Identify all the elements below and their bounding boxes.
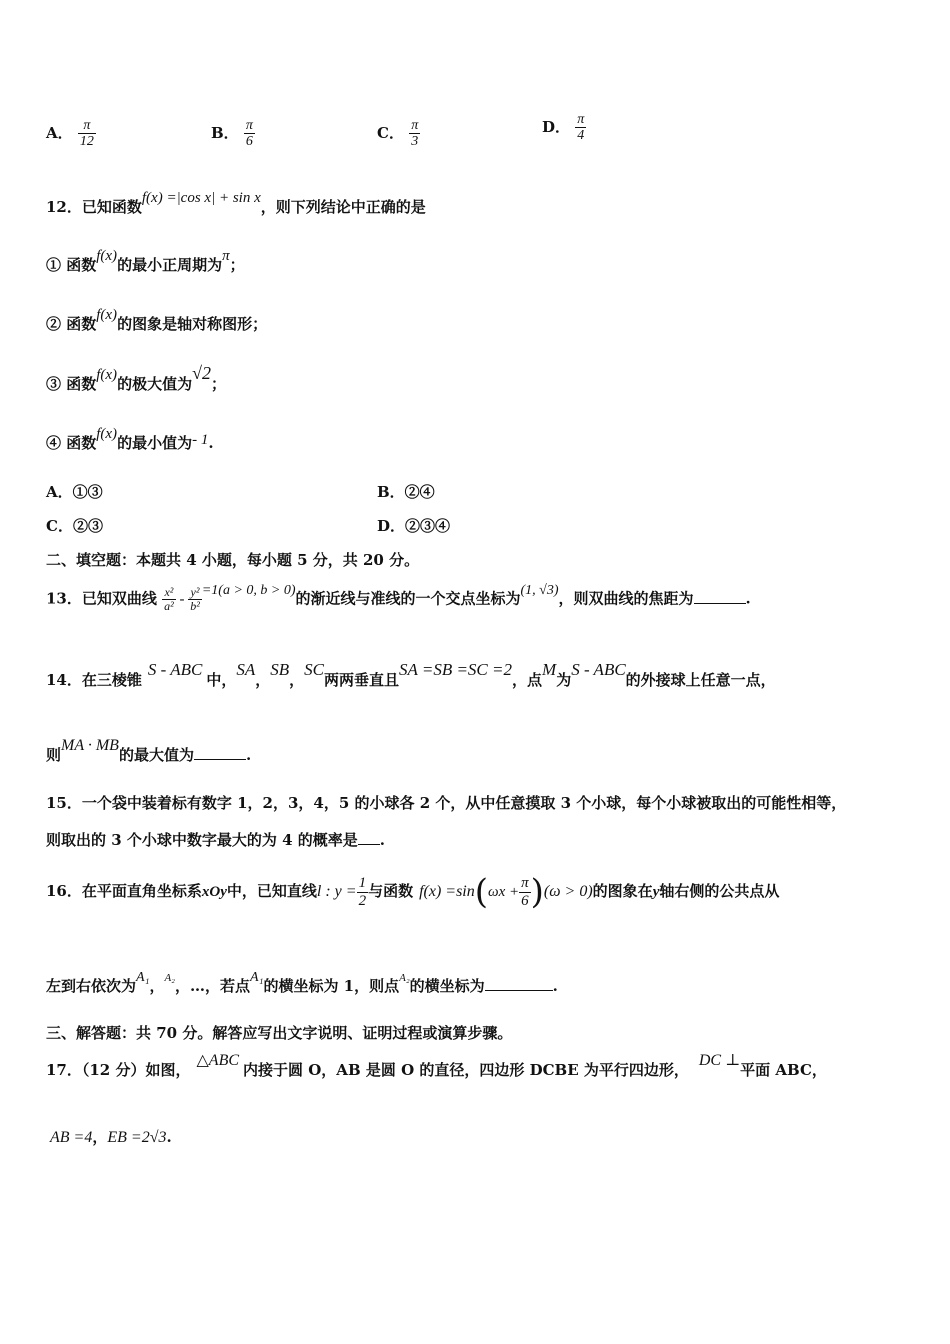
q12-option-d: D．②③④ — [377, 517, 451, 535]
statement-text: 的最小正周期为 — [117, 256, 223, 274]
statement-fx: f(x) — [96, 307, 118, 323]
statement-end: . — [208, 434, 214, 452]
statement-mark: ② 函数 — [46, 315, 97, 333]
q16-y: y — [652, 884, 660, 900]
q13-answer-blank[interactable] — [694, 589, 746, 604]
fraction-den: a² — [164, 599, 174, 614]
q16-text: 的横坐标为 1，则点 — [263, 977, 400, 995]
q16-text: ， — [149, 977, 165, 995]
option-fraction — [575, 112, 586, 144]
fraction-num: x² — [162, 586, 176, 600]
section-3-heading: 三、解答题：共 70 分。解答应写出文字说明、证明过程或演算步骤。 — [46, 1024, 513, 1042]
fraction-den: 12 — [79, 134, 94, 150]
q16-a1: A₁ — [136, 970, 150, 985]
q12-option-c: C．②③ — [46, 517, 103, 535]
q12-option-b: B．②④ — [377, 483, 435, 501]
q15-answer-blank[interactable] — [358, 830, 380, 845]
fraction-num: π — [521, 875, 529, 891]
q17-triangle: △ABC — [196, 1052, 240, 1069]
statement-fx: f(x) — [96, 426, 118, 442]
fraction-num: π — [411, 118, 419, 133]
q14-sc: SC — [304, 660, 325, 679]
option-letter: C． — [377, 123, 404, 142]
q16-text: 与函数 — [368, 882, 414, 900]
statement-end: ； — [210, 375, 226, 393]
fraction-num: π — [78, 118, 96, 134]
q14-dot-product: MA · MB — [61, 737, 119, 754]
q14-prefix: 14．在三棱锥 — [46, 671, 142, 689]
q16-stem: 16．在平面直角坐标系xOy中，已知直线l : y = $\frac{1}{2}$ 与函数 f(x) =sin(ωx + $\frac{\pi}{6}$ )(ω > 0)的图象在y轴右侧的公共点从 — [46, 872, 780, 912]
q13-mid: 的渐近线与准线的一个交点坐标为 — [295, 589, 521, 608]
q15-text: 则取出的 3 个小球中数字最大的为 4 的概率是 — [46, 831, 358, 849]
option-letter: B． — [211, 123, 239, 142]
q16-text: 的横坐标为 — [409, 977, 485, 995]
q14-end: . — [245, 746, 252, 764]
q16-text: 轴右侧的公共点从 — [659, 882, 780, 900]
q14-text: 中， — [206, 671, 237, 689]
fraction-num: 1 — [358, 875, 367, 891]
q17-ab: AB =4 — [50, 1129, 93, 1146]
q16-text: 中，已知直线 — [226, 882, 317, 900]
q12-statement-4 — [46, 426, 214, 453]
q14-equation: SA =SB =SC =2 — [399, 660, 512, 679]
q12-statement-3 — [46, 363, 226, 394]
statement-val: - 1 — [192, 432, 209, 448]
fraction-num: y² — [188, 586, 202, 600]
q16-pi-six — [519, 875, 531, 909]
option-letter: D． — [542, 117, 571, 136]
q14-text: 的外接球上任意一点， — [625, 671, 776, 689]
q15-end: . — [379, 831, 385, 849]
fraction-den: b² — [190, 599, 200, 614]
q14-text: ，点 — [512, 671, 543, 689]
q17-prefix: 17．（12 分）如图， — [46, 1061, 191, 1079]
q14-text: 为 — [556, 671, 572, 689]
option-fraction — [78, 118, 96, 150]
q12-statement-1 — [46, 248, 245, 275]
q11-option-d — [542, 112, 586, 144]
q14-comma: ， — [255, 671, 271, 689]
q16-end: . — [552, 977, 558, 995]
q14-sb: SB — [270, 660, 290, 679]
q13-prefix: 13．已知双曲线 — [46, 589, 157, 608]
q14-text: 两两垂直且 — [324, 671, 400, 689]
fraction-num: π — [577, 112, 585, 127]
option-fraction — [244, 118, 255, 150]
q12-option-a: A．①③ — [46, 483, 103, 501]
q16-text: 左到右依次为 — [46, 977, 137, 995]
q13-frac-x — [162, 586, 176, 613]
q17-eb: EB =2√3 — [107, 1129, 167, 1146]
q11-option-c — [377, 118, 420, 150]
statement-fx: f(x) — [96, 367, 118, 383]
q14-text: 的最大值为 — [118, 746, 194, 764]
section-2-heading: 二、填空题：本题共 4 小题，每小题 5 分，共 20 分。 — [46, 551, 420, 569]
q16-func: f(x) =sin — [419, 883, 475, 900]
q17-text: 平面 ABC， — [740, 1061, 827, 1079]
statement-mark: ① 函数 — [46, 256, 97, 274]
q14-answer-blank[interactable] — [194, 745, 246, 760]
fraction-den: 3 — [411, 134, 419, 150]
q13-stem: 13．已知双曲线 $\frac{\text{x²}}{\text{a²}}$ - $\frac{\text{y²}}{\text{b²}}$ =1(a > 0, b > 0)的渐近线与准线的一个交点坐标为(1, √3)，则双曲线的焦距为 . — [46, 582, 751, 614]
q16-xoy: xOy — [201, 884, 227, 900]
q16-half — [357, 875, 369, 909]
q16-a2-b: A₂ — [399, 972, 410, 984]
q14-pyramid: S - ABC — [147, 660, 203, 679]
q16-condition: (ω > 0) — [543, 883, 593, 900]
q17-text: ， — [92, 1128, 108, 1146]
fraction-den: 6 — [245, 134, 253, 150]
statement-val: √2 — [192, 363, 211, 383]
q13-point: (1, √3) — [520, 582, 559, 598]
statement-text: 的图象是轴对称图形； — [117, 315, 268, 333]
q13-end: . — [745, 589, 751, 608]
q12-stem — [46, 190, 426, 217]
q14-comma: ， — [289, 671, 305, 689]
q16-omega: ωx + — [488, 884, 520, 900]
option-letter: A． — [46, 123, 73, 142]
statement-text: 的极大值为 — [117, 375, 193, 393]
q16-a1-b: A₁ — [250, 970, 264, 985]
q12-suffix: ，则下列结论中正确的是 — [260, 198, 426, 216]
q13-eq-tail: =1(a > 0, b > 0) — [201, 582, 296, 598]
q16-text: ，…，若点 — [175, 977, 251, 995]
q16-prefix: 16．在平面直角坐标系 — [46, 882, 202, 900]
q14-sa: SA — [236, 660, 256, 679]
q14-pyramid-2: S - ABC — [571, 660, 626, 679]
q16-line-eq: l : y = — [316, 883, 357, 900]
statement-mark: ④ 函数 — [46, 434, 97, 452]
fraction-den: 6 — [521, 892, 529, 909]
option-fraction — [409, 118, 420, 150]
q17-stem — [46, 1052, 827, 1080]
q13-suffix: ，则双曲线的焦距为 — [558, 589, 694, 608]
q15-line-1: 15．一个袋中装着标有数字 1，2，3，4，5 的小球各 2 个，从中任意摸取 3 个小球，每个小球被取出的可能性相等， — [46, 794, 847, 812]
statement-val: π — [222, 248, 230, 264]
statement-end: ； — [229, 256, 245, 274]
statement-mark: ③ 函数 — [46, 375, 97, 393]
q11-option-a — [46, 118, 96, 150]
q12-statement-2 — [46, 307, 268, 334]
statement-fx: f(x) — [96, 248, 118, 264]
q17-perp: DC ⊥ — [698, 1052, 741, 1069]
fraction-num: π — [245, 118, 253, 133]
q16-line-2 — [46, 970, 558, 996]
q13-frac-y — [188, 586, 202, 613]
q16-answer-blank[interactable] — [485, 976, 553, 991]
q14-line-2 — [46, 737, 252, 765]
statement-text: 的最小值为 — [117, 434, 193, 452]
q16-text: 的图象在 — [592, 882, 653, 900]
q12-func: f(x) =|cos x| + sin x — [141, 190, 261, 206]
q14-m: M — [542, 660, 557, 679]
fraction-den: 2 — [358, 892, 367, 909]
q12-prefix: 12．已知函数 — [46, 198, 142, 216]
q17-line-2 — [46, 1126, 172, 1147]
q14-stem — [46, 660, 776, 690]
fraction-den: 4 — [577, 128, 585, 144]
q17-end: . — [166, 1128, 172, 1146]
q11-option-b — [211, 118, 255, 150]
q17-text: 内接于圆 O，AB 是圆 O 的直径，四边形 DCBE 为平行四边形， — [243, 1061, 689, 1079]
q14-text: 则 — [46, 746, 62, 764]
q16-a2: A₂ — [164, 972, 175, 984]
q15-line-2 — [46, 829, 385, 850]
